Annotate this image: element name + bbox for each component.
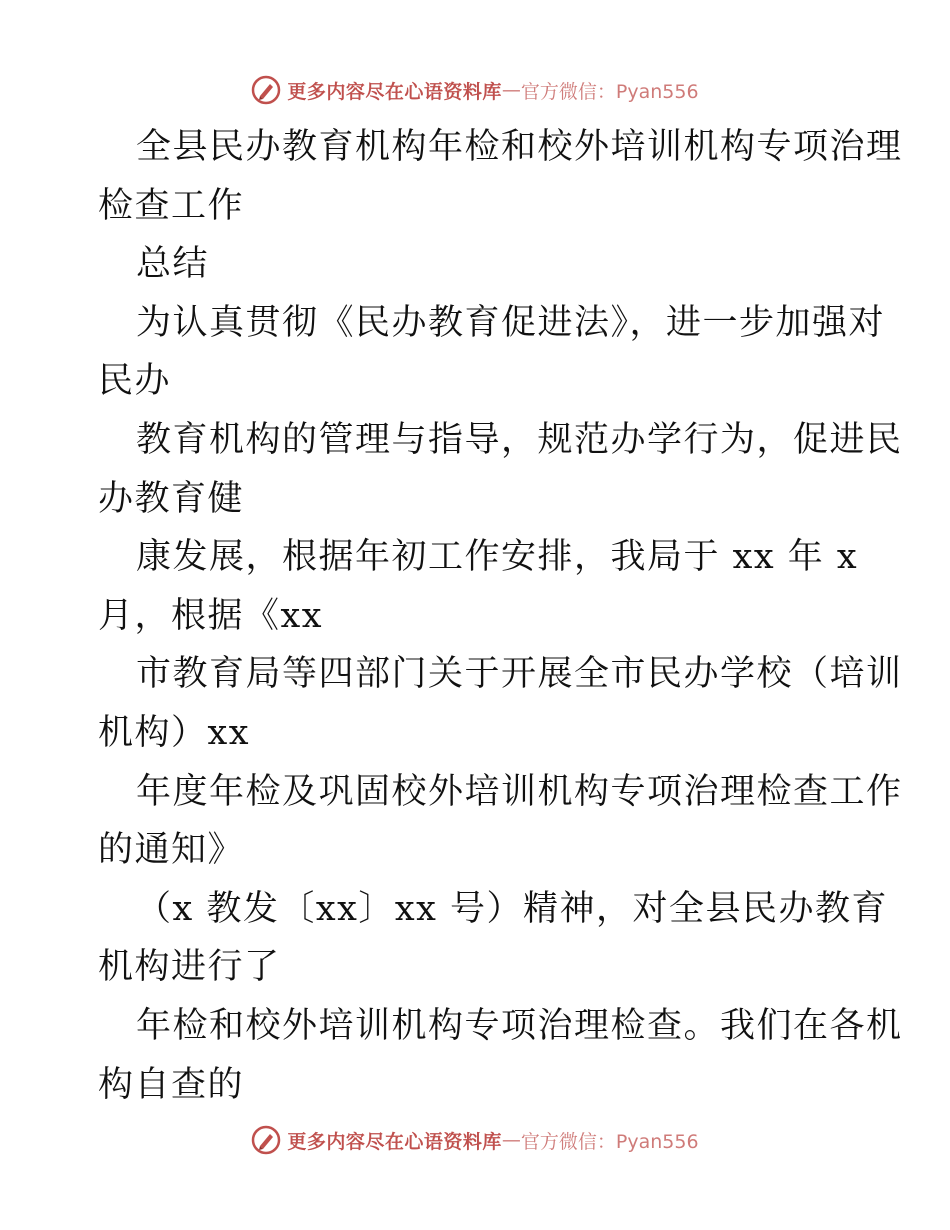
text-line: 市教育局等四部门关于开展全市民办学校（培训 (136, 654, 903, 695)
footer-banner (0, 1120, 950, 1160)
banner-wechat-text: 官方微信：Pyan556 (520, 80, 699, 103)
text-line: 的通知》 (98, 830, 245, 871)
text-line: 年度年检及巩固校外培训机构专项治理检查工作 (136, 771, 903, 812)
banner-dash: — (501, 1129, 521, 1151)
text-line: 机构）xx (98, 712, 250, 753)
text-line: 康发展，根据年初工作安排，我局于 xx 年 x (136, 537, 859, 578)
banner-dash: — (501, 79, 521, 101)
text-line: 年检和校外培训机构专项治理检查。我们在各机 (136, 1005, 903, 1046)
banner-main-text: 更多内容尽在心语资料库 (287, 1130, 502, 1153)
pen-logo-icon (251, 1125, 281, 1155)
text-line: 总结 (136, 244, 210, 285)
banner-main-text: 更多内容尽在心语资料库 (287, 80, 502, 103)
text-line: 构自查的 (98, 1064, 245, 1105)
text-line: 全县民办教育机构年检和校外培训机构专项治理 (136, 127, 903, 167)
header-banner (0, 70, 950, 110)
text-line: 月，根据《xx (98, 595, 323, 636)
banner-wechat-text: 官方微信：Pyan556 (520, 1130, 699, 1153)
pen-logo-icon (251, 75, 281, 105)
text-line: （x 教发〔xx〕xx 号）精神，对全县民办教育 (136, 888, 888, 929)
text-line: 办教育健 (98, 478, 245, 519)
document-body (98, 118, 903, 1114)
text-line: 教育机构的管理与指导，规范办学行为，促进民 (136, 419, 903, 460)
text-line: 为认真贯彻《民办教育促进法》，进一步加强对 (136, 302, 886, 343)
text-line: 民办 (98, 361, 172, 402)
text-line: 检查工作 (98, 185, 245, 226)
text-line: 机构进行了 (98, 947, 281, 988)
